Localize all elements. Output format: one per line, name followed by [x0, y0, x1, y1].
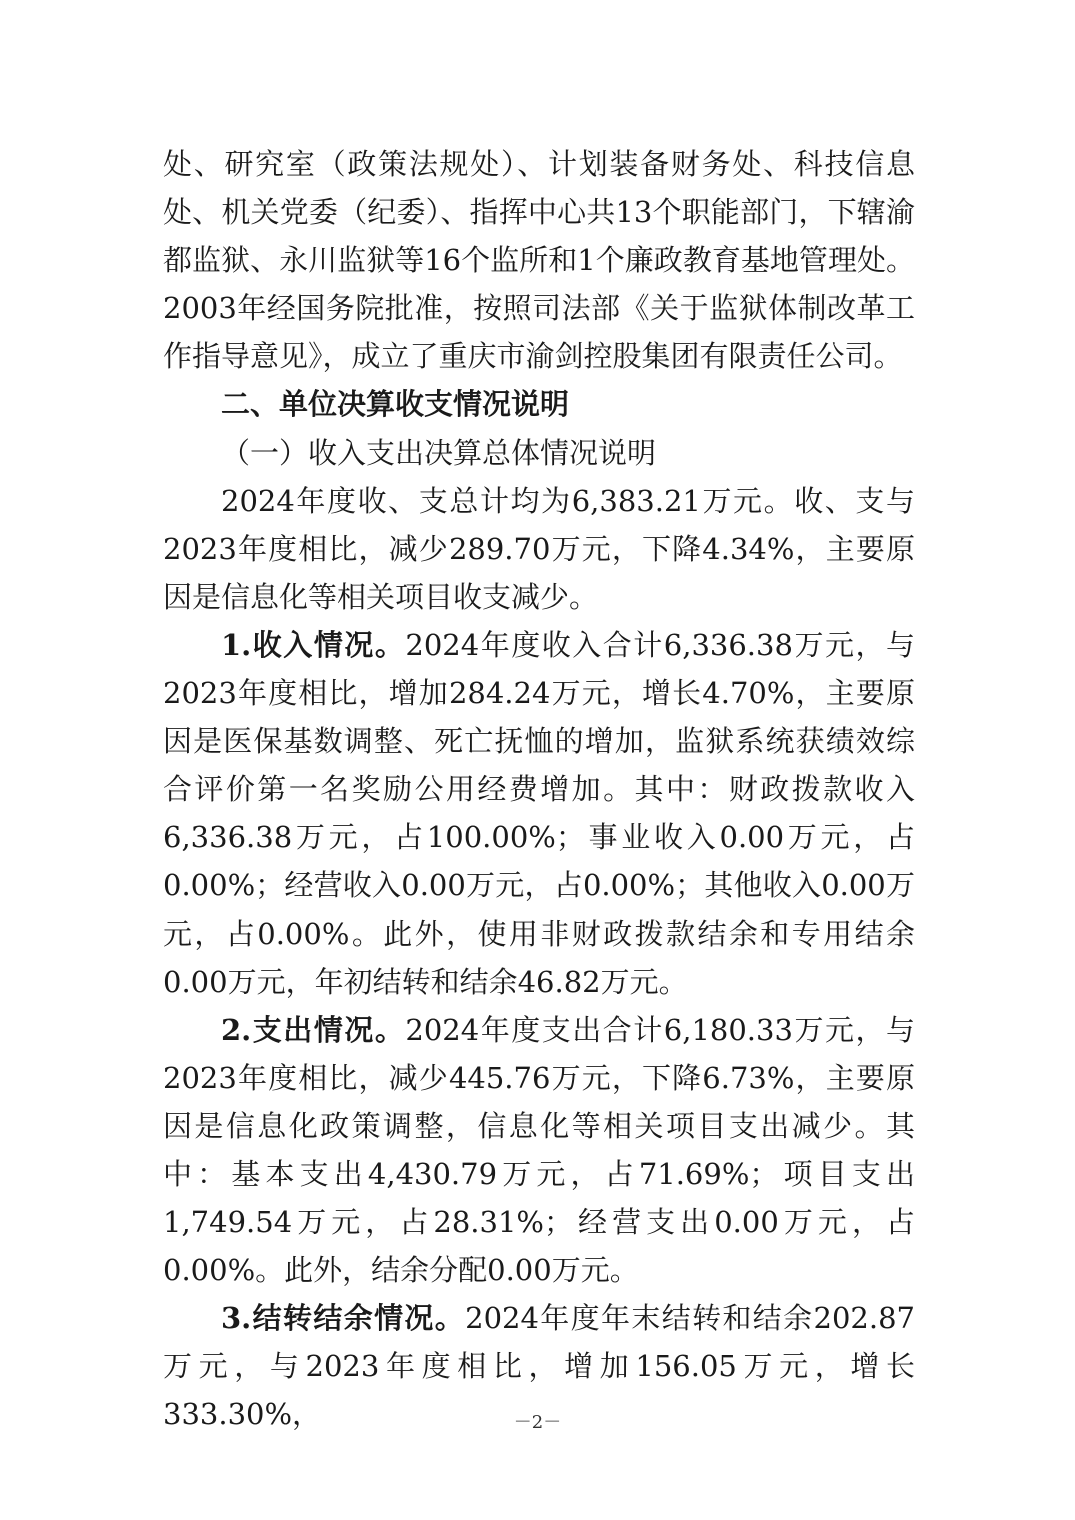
section-heading: 二、单位决算收支情况说明 [221, 387, 570, 422]
income-body: 2024年度收入合计6,336.38万元，与2023年度相比，增加284.24万元，增长4.70%，主要原因是医保基数调整、死亡抚恤的增加，监狱系统获绩效综合评价第一名奖励公用经费增加。其中：财政拨款收入6,336.38万元，占100.00%；事业收入0.00万元，占0.00%；经营收入0.00万元，占0.00%；其他收入0.00万元，占0.00%。此外，使用非财政拨款结余和专用结余0.00万元，年初结转和结余46.82万元。 [163, 627, 915, 999]
page-number: －2－ [513, 1412, 562, 1433]
subsection-heading: （一）收入支出决算总体情况说明 [221, 435, 657, 470]
document-body [163, 140, 915, 1439]
paragraph-department-list: 处、研究室（政策法规处）、计划装备财务处、科技信息处、机关党委（纪委）、指挥中心共13个职能部门，下辖渝都监狱、永川监狱等16个监所和1个廉政教育基地管理处。2003年经国务院批准，按照司法部《关于监狱体制改革工作指导意见》，成立了重庆市渝剑控股集团有限责任公司。 [163, 147, 915, 374]
income-lead: 1.收入情况。 [221, 627, 406, 662]
carryover-body: 2024年度年末结转和结余202.87万元，与2023年度相比，增加156.05万元，增长333.30%， [163, 1301, 915, 1432]
paragraph-overall-summary: 2024年度收、支总计均为6,383.21万元。收、支与2023年度相比，减少289.70万元，下降4.34%，主要原因是信息化等相关项目收支减少。 [163, 483, 915, 614]
carryover-lead: 3.结转结余情况。 [221, 1301, 466, 1336]
paragraph-income [163, 621, 915, 1006]
expenditure-body: 2024年度支出合计6,180.33万元，与2023年度相比，减少445.76万元，下降6.73%，主要原因是信息化政策调整，信息化等相关项目支出减少。其中：基本支出4,430.79万元，占71.69%；项目支出1,749.54万元，占28.31%；经营支出0.00万元，占0.00%。此外，结余分配0.00万元。 [163, 1012, 915, 1288]
expenditure-lead: 2.支出情况。 [221, 1012, 406, 1047]
paragraph-expenditure [163, 1006, 915, 1295]
